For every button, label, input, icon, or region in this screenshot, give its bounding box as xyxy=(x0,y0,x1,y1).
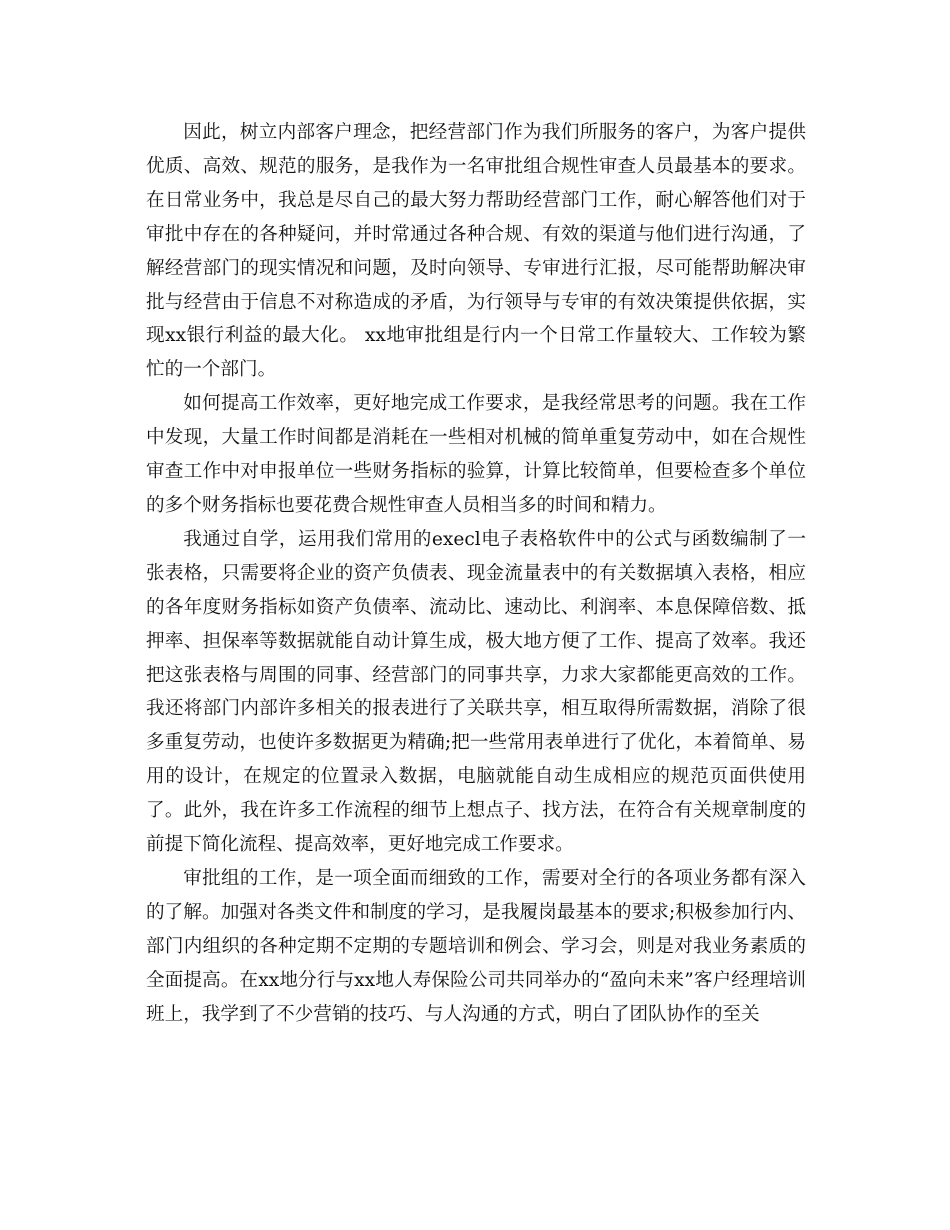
paragraph: 因此，树立内部客户理念，把经营部门作为我们所服务的客户，为客户提供优质、高效、规范的服务，是我作为一名审批组合规性审查人员最基本的要求。在日常业务中，我总是尽自己的最大努力帮助经营部门工作，耐心解答他们对于审批中存在的各种疑问，并时常通过各种合规、有效的渠道与他们进行沟通，了解经营部门的现实情况和问题，及时向领导、专审进行汇报，尽可能帮助解决审批与经营由于信息不对称造成的矛盾，为行领导与专审的有效决策提供依据，实现xx银行利益的最大化。 xx地审批组是行内一个日常工作量较大、工作较为繁忙的一个部门。 xyxy=(146,122,806,381)
paragraph: 如何提高工作效率，更好地完成工作要求，是我经常思考的问题。我在工作中发现，大量工作时间都是消耗在一些相对机械的简单重复劳动中，如在合规性审查工作中对申报单位一些财务指标的验算，计算比较简单，但要检查多个单位的多个财务指标也要花费合规性审查人员相当多的时间和精力。 xyxy=(146,393,806,516)
paragraph: 审批组的工作，是一项全面而细致的工作，需要对全行的各项业务都有深入的了解。加强对各类文件和制度的学习，是我履岗最基本的要求;积极参加行内、部门内组织的各种定期不定期的专题培训和例会、学习会，则是对我业务素质的全面提高。在xx地分行与xx地人寿保险公司共同举办的“盈向未来”客户经理培训班上，我学到了不少营销的技巧、与人沟通的方式，明白了团队协作的至关 xyxy=(146,867,806,1025)
document-body xyxy=(146,116,806,1031)
paragraph: 我通过自学，运用我们常用的execl电子表格软件中的公式与函数编制了一张表格，只需要将企业的资产负债表、现金流量表中的有关数据填入表格，相应的各年度财务指标如资产负债率、流动比、速动比、利润率、本息保障倍数、抵押率、担保率等数据就能自动计算生成，极大地方便了工作、提高了效率。我还把这张表格与周围的同事、经营部门的同事共享，力求大家都能更高效的工作。我还将部门内部许多相关的报表进行了关联共享，相互取得所需数据，消除了很多重复劳动，也使许多数据更为精确;把一些常用表单进行了优化，本着简单、易用的设计，在规定的位置录入数据，电脑就能自动生成相应的规范页面供使用了。此外，我在许多工作流程的细节上想点子、找方法，在符合有关规章制度的前提下简化流程、提高效率，更好地完成工作要求。 xyxy=(146,528,806,856)
